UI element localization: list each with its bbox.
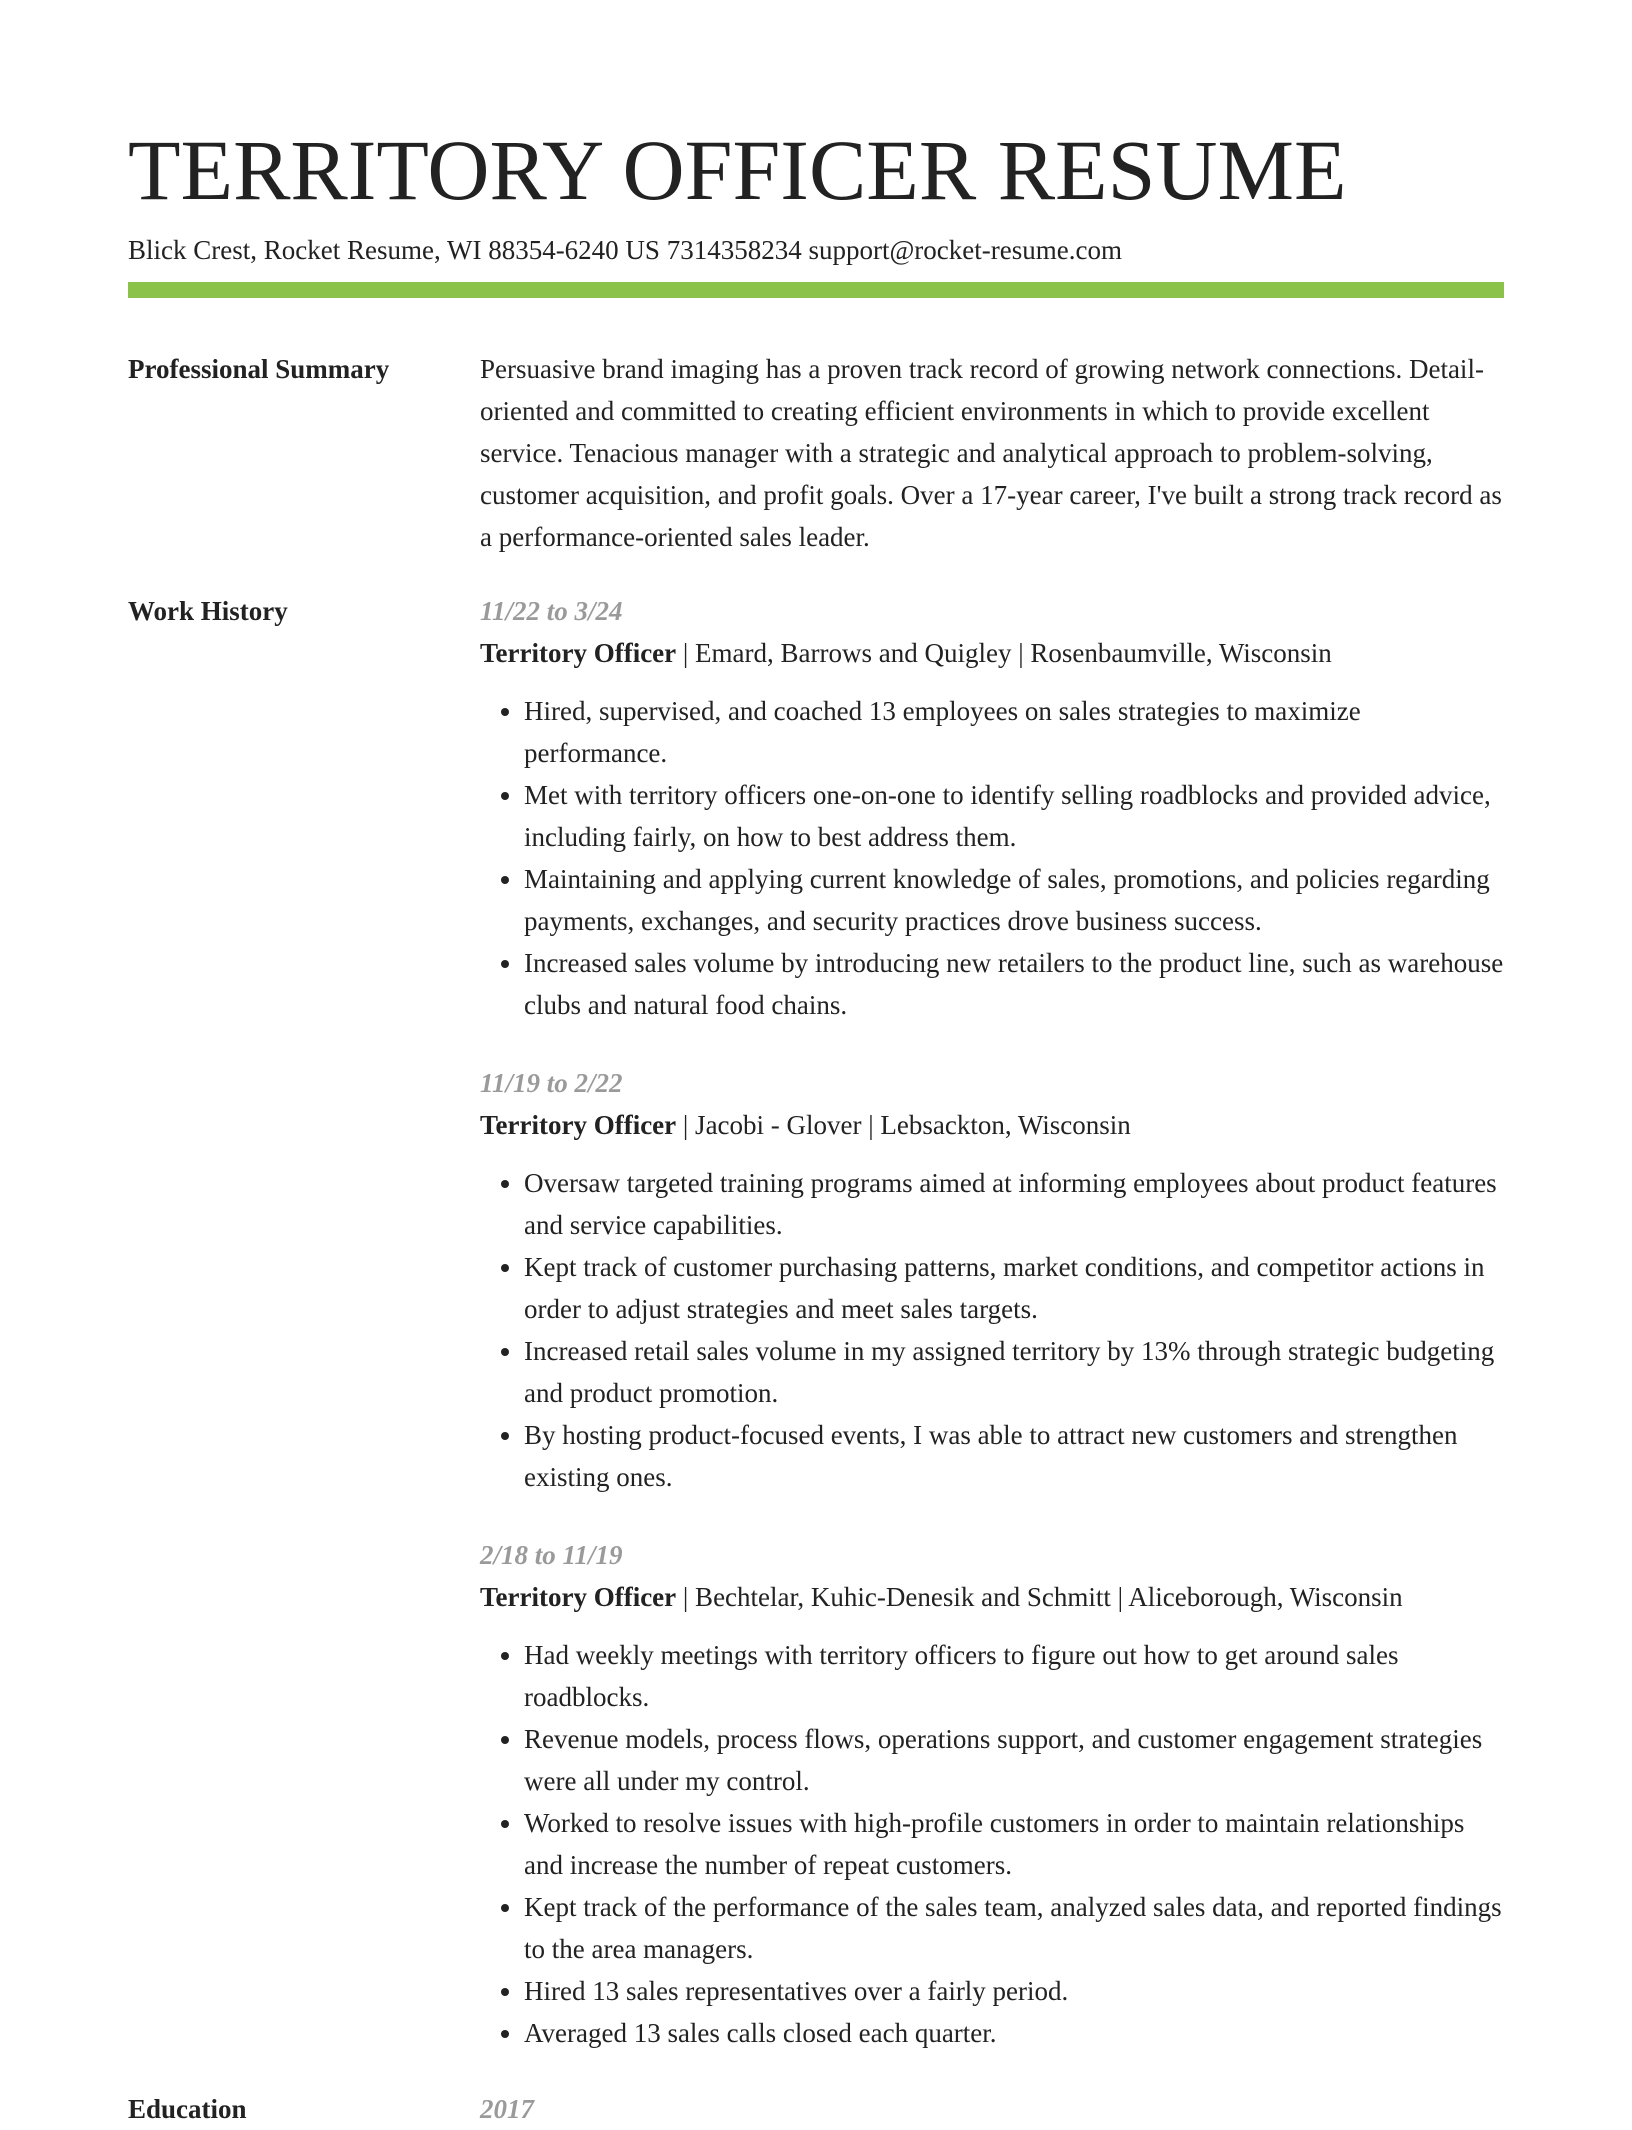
contact-line: Blick Crest, Rocket Resume, WI 88354-6240 US 7314358234 support@rocket-resume.com	[128, 235, 1122, 265]
job-bullet: • Increased retail sales volume in my assigned territory by 13% through strategic budgeting and product promotion.	[524, 1330, 1504, 1414]
job-entry	[480, 1062, 1504, 1498]
job-bullet: • Hired 13 sales representatives over a fairly period.	[524, 1970, 1504, 2012]
education-date: 2017	[480, 2094, 534, 2124]
job-bullet: • Met with territory officers one-on-one to identify selling roadblocks and provided advice, including fairly, on how to best address them.	[524, 774, 1504, 858]
accent-divider	[128, 282, 1504, 298]
job-title: Territory Officer	[480, 1582, 677, 1612]
summary-section	[128, 348, 1504, 558]
job-line	[480, 632, 1504, 674]
job-bullets	[480, 1634, 1504, 2054]
job-title: Territory Officer	[480, 1110, 677, 1140]
job-date: 11/19 to 2/22	[480, 1068, 623, 1098]
job-bullet: • Maintaining and applying current knowledge of sales, promotions, and policies regarding payments, exchanges, and security practices drove business success.	[524, 858, 1504, 942]
job-date: 2/18 to 11/19	[480, 1540, 623, 1570]
job-title: Territory Officer	[480, 638, 677, 668]
education-section	[128, 2088, 1504, 2130]
job-bullet: • Hired, supervised, and coached 13 employees on sales strategies to maximize performance.	[524, 690, 1504, 774]
job-bullet: • Worked to resolve issues with high-profile customers in order to maintain relationships and increase the number of repeat customers.	[524, 1802, 1504, 1886]
job-bullet: • Oversaw targeted training programs aimed at informing employees about product features and service capabilities.	[524, 1162, 1504, 1246]
job-bullets	[480, 690, 1504, 1026]
education-heading: Education	[128, 2094, 247, 2124]
job-bullet: • Kept track of the performance of the sales team, analyzed sales data, and reported findings to the area managers.	[524, 1886, 1504, 1970]
job-bullet: • Kept track of customer purchasing patterns, market conditions, and competitor actions in order to adjust strategies and meet sales targets.	[524, 1246, 1504, 1330]
education-body	[480, 2088, 1504, 2130]
job-company: | Emard, Barrows and Quigley | Rosenbaumville, Wisconsin	[676, 638, 1332, 668]
job-company: | Jacobi - Glover | Lebsackton, Wisconsin	[676, 1110, 1131, 1140]
work-history-body	[480, 590, 1504, 2054]
job-date: 11/22 to 3/24	[480, 596, 623, 626]
summary-heading: Professional Summary	[128, 354, 390, 384]
work-history-section	[128, 590, 1504, 2054]
job-line	[480, 1104, 1504, 1146]
job-bullets	[480, 1162, 1504, 1498]
job-bullet: • Increased sales volume by introducing new retailers to the product line, such as warehouse clubs and natural food chains.	[524, 942, 1504, 1026]
job-company: | Bechtelar, Kuhic-Denesik and Schmitt | Aliceborough, Wisconsin	[676, 1582, 1403, 1612]
resume-title: TERRITORY OFFICER RESUME	[128, 122, 1347, 218]
job-bullet: • By hosting product-focused events, I was able to attract new customers and strengthen existing ones.	[524, 1414, 1504, 1498]
job-bullet: • Averaged 13 sales calls closed each quarter.	[524, 2012, 1504, 2054]
job-bullet: • Had weekly meetings with territory officers to figure out how to get around sales roadblocks.	[524, 1634, 1504, 1718]
job-entry	[480, 1534, 1504, 2054]
work-history-heading: Work History	[128, 596, 288, 626]
summary-text: Persuasive brand imaging has a proven track record of growing network connections. Detail-oriented and committed to creating efficient environments in which to provide excellent service. Tenacious manager with a strategic and analytical approach to problem-solving, customer acquisition, and profit goals. Over a 17-year career, I've built a strong track record as a performance-oriented sales leader.	[480, 354, 1502, 552]
job-entry	[480, 590, 1504, 1026]
resume-page	[128, 120, 1504, 2130]
job-bullet: • Revenue models, process flows, operations support, and customer engagement strategies were all under my control.	[524, 1718, 1504, 1802]
job-line	[480, 1576, 1504, 1618]
